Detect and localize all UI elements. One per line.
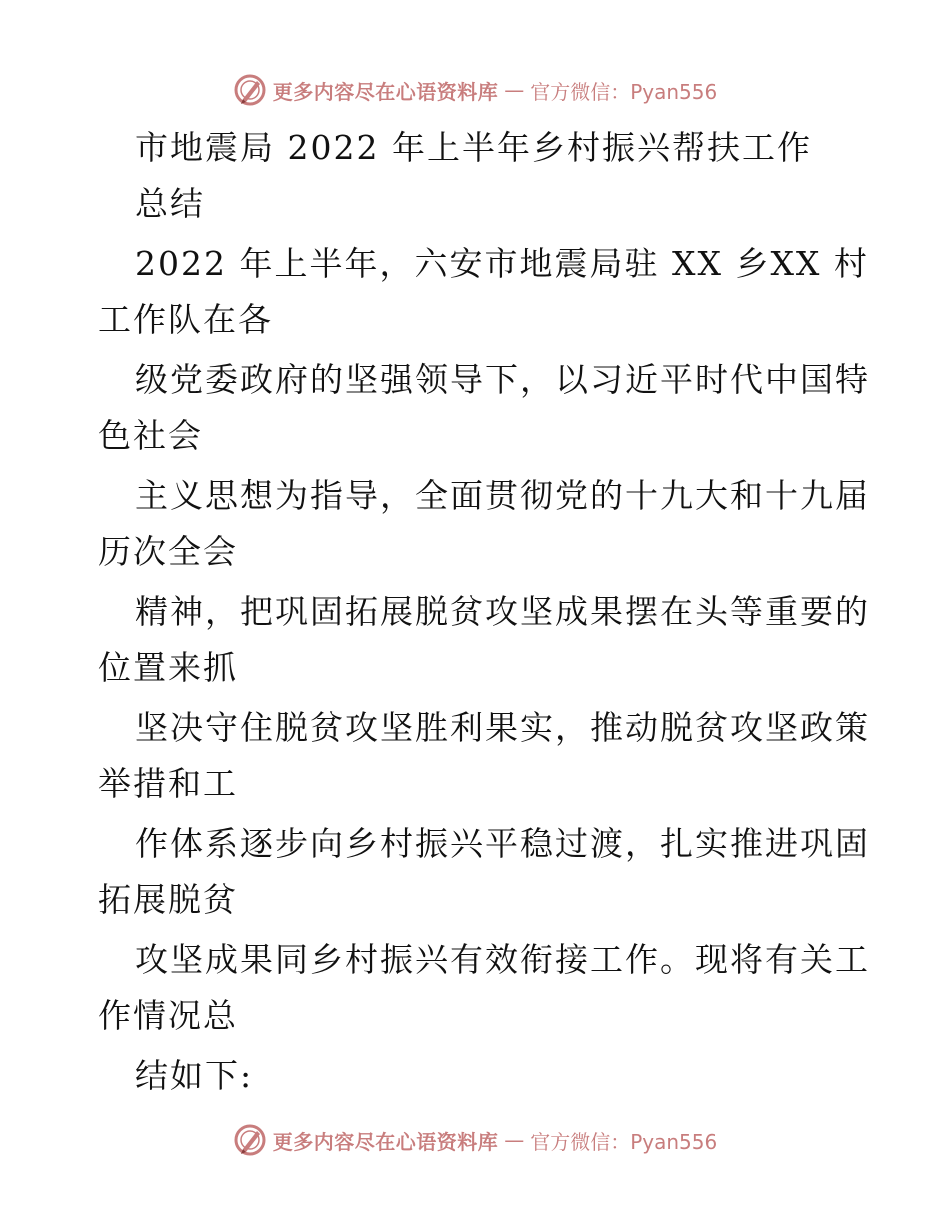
document-title-line-2: 总结 <box>135 184 205 223</box>
watermark-wechat-id: 官方微信：Pyan556 <box>530 79 718 104</box>
paragraph-line: 结如下: <box>135 1056 254 1095</box>
paragraph-line: 攻坚成果同乡村振兴有效衔接工作。现将有关工 <box>135 940 870 979</box>
paragraph-line: 举措和工 <box>98 764 238 803</box>
header-watermark <box>0 70 950 110</box>
footer-watermark <box>0 1120 950 1160</box>
paragraph-line: 历次全会 <box>98 532 238 571</box>
paragraph-line: 作情况总 <box>98 996 238 1035</box>
paragraph-line: 级党委政府的坚强领导下，以习近平时代中国特 <box>135 360 870 399</box>
watermark-wechat-id: 官方微信：Pyan556 <box>530 1129 718 1154</box>
paragraph-line: 主义思想为指导，全面贯彻党的十九大和十九届 <box>135 476 870 515</box>
paragraph-line: 坚决守住脱贫攻坚胜利果实，推动脱贫攻坚政策 <box>135 708 870 747</box>
watermark-text: 更多内容尽在心语资料库 <box>272 1129 499 1154</box>
paragraph-line: 位置来抓 <box>98 648 238 687</box>
watermark-text: 更多内容尽在心语资料库 <box>272 79 499 104</box>
pen-circle-icon <box>233 73 267 107</box>
watermark-dash: — <box>504 78 525 102</box>
paragraph-line: 色社会 <box>98 416 203 455</box>
pen-circle-icon <box>233 1123 267 1157</box>
document-title-line-1: 市地震局 2022 年上半年乡村振兴帮扶工作 <box>135 128 812 167</box>
paragraph-line: 作体系逐步向乡村振兴平稳过渡，扎实推进巩固 <box>135 824 870 863</box>
paragraph-line: 拓展脱贫 <box>98 880 238 919</box>
paragraph-line: 2022 年上半年，六安市地震局驻 XX 乡XX 村 <box>135 244 869 283</box>
paragraph-line: 精神，把巩固拓展脱贫攻坚成果摆在头等重要的 <box>135 592 870 631</box>
watermark-dash: — <box>504 1128 525 1152</box>
paragraph-line: 工作队在各 <box>98 300 273 339</box>
